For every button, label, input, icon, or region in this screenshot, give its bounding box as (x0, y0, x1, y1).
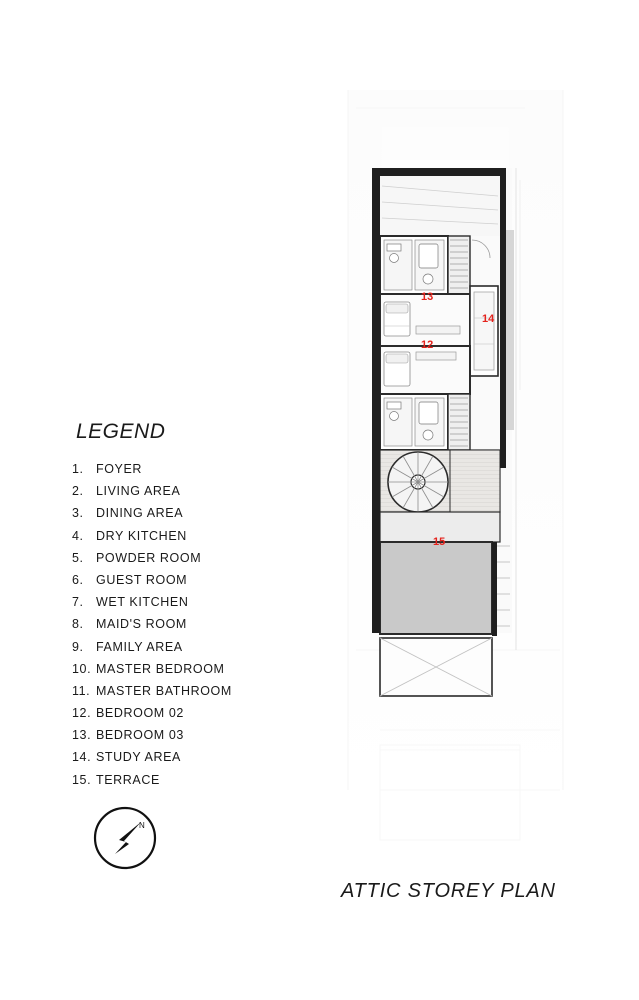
room-marker-14: 14 (482, 313, 495, 325)
legend-item (72, 484, 312, 498)
legend-item-label: MAID'S ROOM (96, 617, 187, 632)
legend-item-number: 2. (72, 484, 84, 499)
legend-item-number: 10. (72, 661, 92, 676)
legend-item (72, 573, 312, 587)
legend-item (72, 706, 312, 720)
plan-body (372, 168, 520, 696)
legend-item-number: 1. (72, 462, 84, 476)
compass-north-label: N (139, 821, 145, 830)
room-marker-13: 13 (421, 291, 434, 303)
legend-item-number: 13. (72, 728, 92, 743)
legend-item-label: BEDROOM 03 (96, 728, 184, 743)
legend-item (72, 750, 312, 764)
legend-item (72, 506, 312, 520)
north-arrow-icon (93, 806, 157, 870)
legend-item (72, 684, 312, 698)
legend-panel (72, 420, 312, 795)
legend-item-number: 12. (72, 706, 92, 721)
legend-item-label: WET KITCHEN (96, 595, 189, 610)
legend-item-number: 4. (72, 528, 84, 543)
plan-title: ATTIC STOREY PLAN (341, 880, 556, 902)
legend-item-number: 8. (72, 617, 84, 632)
legend-item-number: 11. (72, 683, 91, 698)
legend-item (72, 640, 312, 654)
attic-storey-floor-plan (320, 90, 620, 880)
legend-item-label: BEDROOM 02 (96, 706, 184, 721)
legend-item (72, 662, 312, 676)
legend-item (72, 462, 312, 476)
legend-item-number: 7. (72, 595, 84, 610)
legend-item-label: POWDER ROOM (96, 550, 202, 565)
legend-item (72, 728, 312, 742)
room-marker-15: 15 (433, 536, 446, 548)
legend-item (72, 551, 312, 565)
legend-item-label: FAMILY AREA (96, 639, 183, 654)
legend-item-label: DINING AREA (96, 506, 184, 521)
legend-item-number: 3. (72, 506, 84, 521)
legend-item-label: FOYER (96, 462, 143, 476)
legend-item-number: 15. (72, 772, 92, 787)
legend-title: LEGEND (76, 420, 166, 443)
legend-item (72, 529, 312, 543)
legend-item (72, 595, 312, 609)
legend-item-label: MASTER BATHROOM (96, 683, 232, 698)
legend-item-label: STUDY AREA (96, 750, 181, 765)
legend-item-label: TERRACE (96, 772, 160, 787)
legend-item-number: 9. (72, 639, 84, 654)
legend-item-number: 5. (72, 550, 84, 565)
legend-item-number: 6. (72, 572, 84, 587)
legend-item (72, 773, 312, 787)
room-marker-12: 12 (421, 339, 434, 351)
legend-item (72, 617, 312, 631)
legend-item-label: DRY KITCHEN (96, 528, 187, 543)
legend-item-label: GUEST ROOM (96, 572, 188, 587)
legend-item-number: 14. (72, 750, 92, 765)
legend-item-label: LIVING AREA (96, 484, 181, 499)
legend-item-label: MASTER BEDROOM (96, 661, 225, 676)
spiral-staircase (388, 452, 448, 512)
